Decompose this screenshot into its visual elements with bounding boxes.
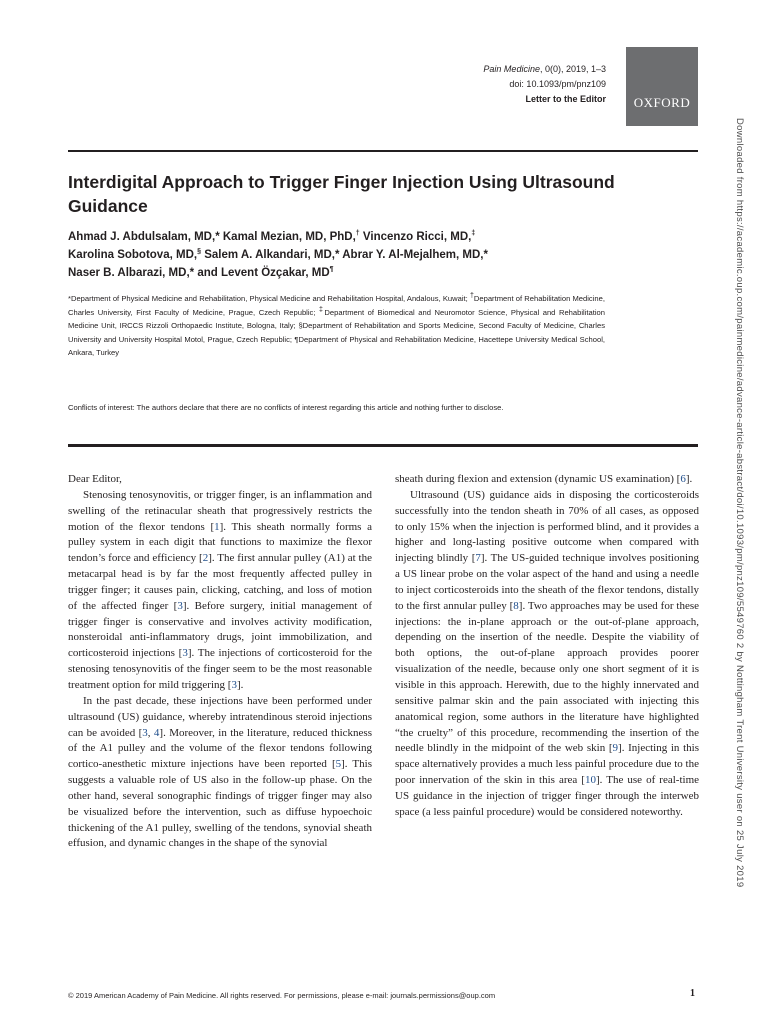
citation-link[interactable]: 3 xyxy=(177,599,183,612)
doi[interactable]: doi: 10.1093/pm/pnz109 xyxy=(509,79,606,89)
affiliation-mark: § xyxy=(298,321,303,330)
author-affiliation-mark: * xyxy=(189,267,195,279)
citation-link[interactable]: 6 xyxy=(680,473,686,485)
author-affiliation-mark: † xyxy=(355,230,360,238)
journal-citation xyxy=(483,62,606,77)
affiliation-mark: * xyxy=(68,294,71,303)
page-number: 1 xyxy=(690,988,695,999)
conflicts-statement: Conflicts of interest: The authors declare that there are no conflicts of interest regarding this article and nothing further to disclose. xyxy=(68,403,504,412)
author-affiliation-mark: * xyxy=(334,249,340,261)
author-list xyxy=(68,228,688,282)
journal-name: Pain Medicine xyxy=(483,64,540,74)
author-name: Salem A. Alkandari, MD, xyxy=(204,249,335,261)
journal-volume: , 0(0), 2019, 1–3 xyxy=(539,64,606,74)
affiliation-text: Department of Physical and Rehabilitation Medicine, Hacettepe University Medical School, Ankara, Turkey xyxy=(68,334,606,357)
body-paragraph: In the past decade, these injections have been performed under ultrasound (US) guidance, whereby intratendinous steroid injections can be avoided [3, 4]. Moreover, in the literature, reduced thickness of the A1 pulley and the volume of the flexor tendons following cortico-anesthetic mixture injections have been reported [5]. This suggests a valuable role of US also in the follow-up phase. On the other hand, several sonographic findings of trigger finger may also be visualized before the intervention, such as diffuse hypoechoic thickening of the A1 pulley, swelling of the tendons, synovial sheath effusion, and dynamic changes in the shape of the synovial xyxy=(68,694,372,850)
header-rule xyxy=(68,150,698,152)
citation-link[interactable]: 8 xyxy=(513,599,519,612)
oxford-logo-text: OXFORD xyxy=(633,95,691,110)
affiliation-text: Department of Biomedical and Neuromotor Science, Physical and Rehabilitation Medicine Unit, IRCCS Rizzoli Orthopaedic Institute, Bologna, Italy; xyxy=(68,307,605,330)
body-column-left xyxy=(68,472,372,852)
affiliation-text: Department of Rehabilitation Medicine, Charles University, First Faculty of Medicine, Prague, Czech Republic; xyxy=(68,294,605,317)
author-affiliation-mark: ¶ xyxy=(329,266,334,274)
citation-link[interactable]: 7 xyxy=(475,552,481,565)
affiliation-mark: † xyxy=(469,292,474,300)
citation-link[interactable]: 1 xyxy=(214,520,220,533)
download-notice: Downloaded from https://academic.oup.com/painmedicine/advance-article-abstract/doi/10.1093/pm/pnz109/5549760 2 by Nottingham Trent University user on 25 July 2019 xyxy=(734,118,745,888)
author-name: Abrar Y. Al-Mejalhem, MD, xyxy=(342,249,484,261)
body-paragraph: Dear Editor, xyxy=(68,473,122,485)
author-name: Karolina Sobotova, MD, xyxy=(68,249,198,261)
author-affiliation-mark: * xyxy=(215,231,220,243)
author-affiliation-mark: § xyxy=(197,248,201,256)
author-name: Vincenzo Ricci, MD, xyxy=(362,231,472,243)
author-name: Ahmad J. Abdulsalam, MD, xyxy=(68,231,216,243)
citation-link[interactable]: 3 xyxy=(142,726,148,739)
copyright-footer: © 2019 American Academy of Pain Medicine. All rights reserved. For permissions, please e-mail: journals.permissions@oup.com xyxy=(68,991,496,1000)
affiliation-text: Department of Rehabilitation and Sports Medicine, Second Faculty of Medicine, Charles University and University Hospital Motol, Prague, Czech Republic; xyxy=(68,321,605,344)
citation-link[interactable]: 5 xyxy=(335,758,342,771)
body-column-right xyxy=(395,472,699,821)
author-name: Kamal Mezian, MD, PhD, xyxy=(222,231,356,243)
author-name: Naser B. Albarazi, MD, xyxy=(68,267,190,279)
section-rule xyxy=(68,444,698,447)
author-affiliation-mark: * xyxy=(483,249,488,261)
citation-link[interactable]: 3 xyxy=(231,678,237,691)
citation-link[interactable]: 2 xyxy=(202,552,209,565)
body-paragraph: Stenosing tenosynovitis, or trigger finger, is an inflammation and swelling of the retinacular sheath that progressively restricts the motion of the flexor tendons [1]. This sheath normally forms a pulley system in each digit that functions to maximize the flexor tendon’s force and efficiency [2]. The first annular pulley (A1) at the metacarpal head is by far the most frequently affected pulley in trigger finger; it causes pain, clicking, catching, and loss of motion of the affected finger [3]. Before surgery, initial management of trigger finger is conservative and involves activity modification, nonsteroidal anti-inflammatory drugs, joint immobilization, and corticosteroid injections [3]. The injections of corticosteroid for the stenosing tenosynovitis of the finger seem to be the most reasonable treatment option for mild triggering [3]. xyxy=(68,488,372,691)
oxford-logo xyxy=(626,47,698,126)
body-paragraph: sheath during flexion and extension (dynamic US examination) [6]. xyxy=(395,473,693,485)
citation-link[interactable]: 3 xyxy=(182,647,188,660)
citation-link[interactable]: 4 xyxy=(153,726,160,739)
letter-type: Letter to the Editor xyxy=(525,94,606,104)
body-paragraph: Ultrasound (US) guidance aids in disposing the corticosteroids successfully into the tendon sheath in 70% of all cases, as opposed to only 15% when the injection is performed blind, and it provides a higher and long-lasting positive outcome when compared with injecting blindly [7]. The US-guided technique involves positioning a US linear probe on the volar aspect of the hand and using a needle to inject corticosteroids into the sheath of the flexor tendons, distally to the first annular pulley [8]. Two approaches may be used for these injections: the in-plane approach or the out-of-plane approach, depending on the insertion of the needle. Despite the viability of both options, the out-of-plane approach provides poorer visualization of the needle, because only one short segment of it is visible in this approach. Herewith, due to the highly innervated and sensitive palmar skin and the pain associated with injecting this anatomical region, some authors in the literature have highlighted “the cruelty” of this procedure, recommending the insertion of the needle blindly in the midpoint of the web skin [9]. Injecting in this space alternatively provides a much less painful procedure due to the poor innervation of the skin in this area [10]. The use of real-time US guidance in the injection of trigger finger through the interweb space (a less painful procedure) would be considered noteworthy. xyxy=(395,488,700,818)
author-affiliation-mark: ‡ xyxy=(471,230,476,238)
affiliation-text: Department of Physical Medicine and Rehabilitation, Physical Medicine and Rehabilitation Hospital, Andalous, Kuwait; xyxy=(70,294,470,303)
affiliation-mark: ¶ xyxy=(294,334,299,344)
citation-link[interactable]: 9 xyxy=(612,742,619,755)
affiliations xyxy=(68,292,605,360)
citation-link[interactable]: 10 xyxy=(584,774,596,787)
article-title: Interdigital Approach to Trigger Finger Injection Using Ultrasound Guidance xyxy=(68,172,615,216)
journal-info xyxy=(483,62,606,107)
affiliation-mark: ‡ xyxy=(319,305,325,313)
author-name: and Levent Özçakar, MD xyxy=(197,267,330,279)
